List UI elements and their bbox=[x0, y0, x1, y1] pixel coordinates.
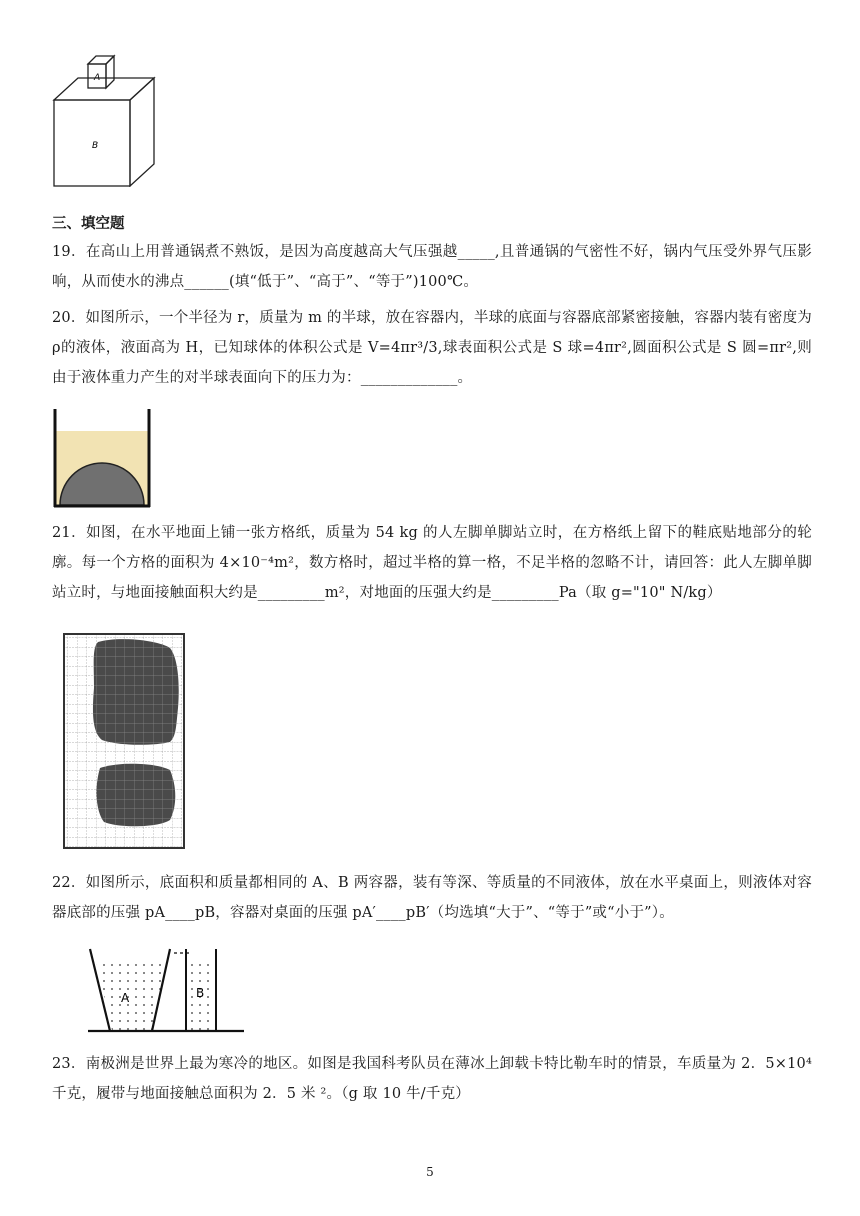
question-21: 21．如图，在水平地面上铺一张方格纸，质量为 54 kg 的人左脚单脚站立时，在方格纸上留下的鞋底贴地部分的轮廓。每一个方格的面积为 4×10⁻⁴m²，数方格时，超过半格的算一格，不足半格的忽略不计，请回答：此人左脚单脚站立时，与地面接触面积大约是_________m²，对地面的压强大约是_________Pa（取 g="10" N/kg） bbox=[52, 525, 812, 601]
container-a-label: A bbox=[121, 991, 130, 1005]
block-b-label: B bbox=[92, 141, 99, 151]
hemisphere-container-figure bbox=[52, 407, 154, 509]
blocks-figure bbox=[52, 52, 162, 187]
question-19: 19．在高山上用普通锅煮不熟饭，是因为高度越高大气压强越_____,且普通锅的气密性不好，锅内气压受外界气压影响，从而使水的沸点______(填“低于”、“高于”、“等于”)100℃。 bbox=[52, 244, 812, 290]
section-title: 三、填空题 bbox=[52, 216, 125, 232]
container-b-label: B bbox=[196, 986, 205, 1000]
page-number: 5 bbox=[426, 1165, 434, 1179]
block-a-label: A bbox=[94, 73, 101, 83]
footprint-grid-figure bbox=[58, 628, 190, 856]
question-23: 23．南极洲是世界上最为寒冷的地区。如图是我国科考队员在薄冰上卸载卡特比勒车时的情景，车质量为 2．5×10⁴千克，履带与地面接触总面积为 2．5 米 ²。（g 取 10 牛/千克） bbox=[52, 1056, 812, 1102]
containers-figure bbox=[86, 947, 246, 1037]
question-20: 20．如图所示，一个半径为 r，质量为 m 的半球，放在容器内，半球的底面与容器底部紧密接触，容器内装有密度为ρ的液体，液面高为 H，已知球体的体积公式是 V=4πr³/3,球表面积公式是 S 球=4πr²,圆面积公式是 S 圆=πr²,则由于液体重力产生的对半球表面向下的压力为：_____________。 bbox=[52, 310, 812, 386]
question-22: 22．如图所示，底面积和质量都相同的 A、B 两容器，装有等深、等质量的不同液体，放在水平桌面上，则液体对容器底部的压强 pA____pB，容器对桌面的压强 pA′____pB′（均选填“大于”、“等于”或“小于”）。 bbox=[52, 875, 812, 921]
